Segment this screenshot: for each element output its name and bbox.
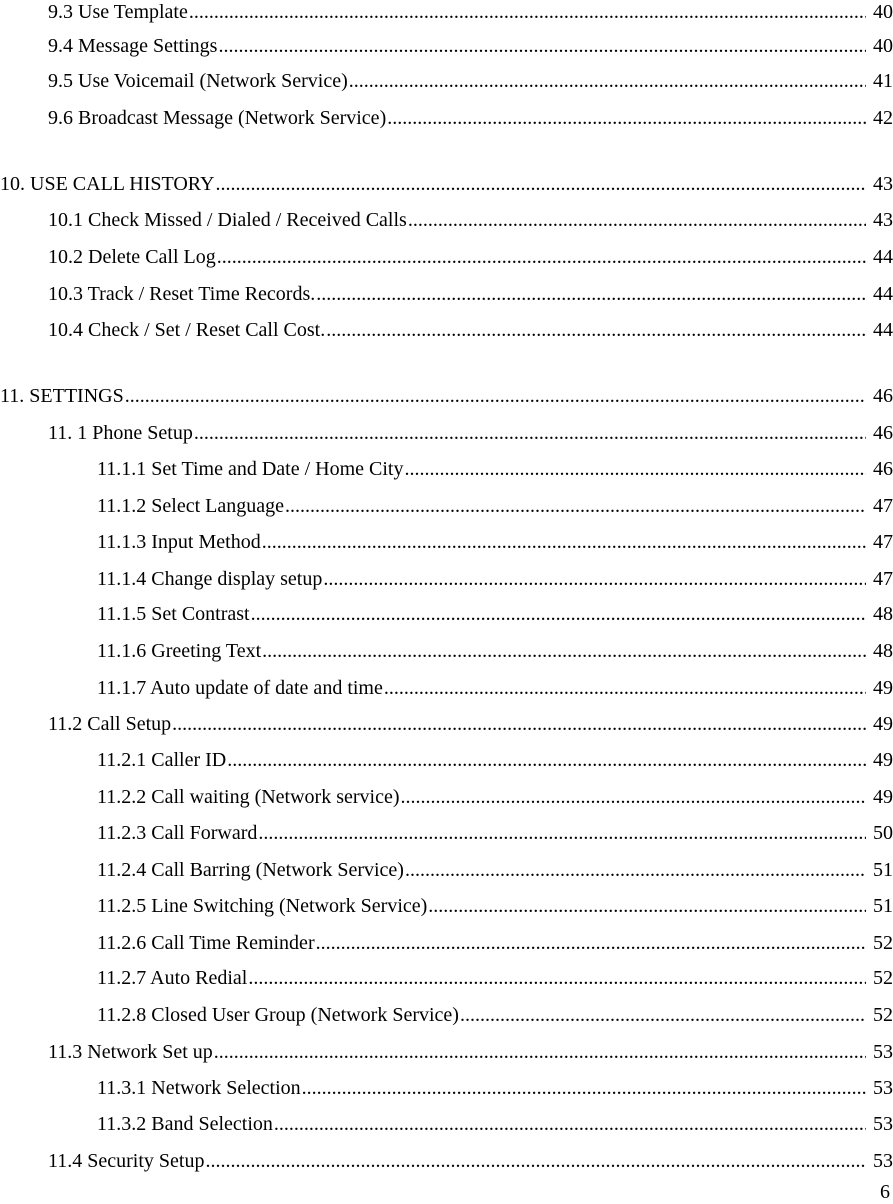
toc-dot-leader xyxy=(251,600,866,628)
toc-entry-title: 11.2.7 Auto Redial xyxy=(97,967,248,989)
toc-entry-page: 47 xyxy=(873,495,893,517)
toc-entry-title: 11.2.2 Call waiting (Network service) xyxy=(97,786,400,808)
toc-dot-leader xyxy=(323,565,866,593)
toc-entry[interactable] xyxy=(0,32,893,60)
toc-entry-title: 11.2.4 Call Barring (Network Service) xyxy=(97,859,404,881)
toc-entry[interactable] xyxy=(0,1038,893,1066)
toc-entry-title: 11. 1 Phone Setup xyxy=(48,422,193,444)
toc-entry-page: 43 xyxy=(873,209,893,231)
toc-entry[interactable] xyxy=(0,1110,893,1138)
toc-dot-leader xyxy=(408,206,866,234)
toc-entry-page: 53 xyxy=(873,1041,893,1063)
toc-dot-leader xyxy=(248,964,866,992)
toc-entry[interactable] xyxy=(0,674,893,702)
toc-dot-leader xyxy=(387,104,866,132)
toc-dot-leader xyxy=(274,1110,866,1138)
toc-entry[interactable] xyxy=(0,565,893,593)
toc-entry[interactable] xyxy=(0,710,893,738)
toc-dot-leader xyxy=(258,819,866,847)
toc-entry-page: 44 xyxy=(873,246,893,268)
toc-dot-leader xyxy=(262,528,866,556)
toc-entry-page: 49 xyxy=(873,677,893,699)
toc-dot-leader xyxy=(205,1147,866,1175)
toc-dot-leader xyxy=(401,783,866,811)
toc-entry-page: 46 xyxy=(873,385,893,407)
toc-entry[interactable] xyxy=(0,1001,893,1029)
toc-dot-leader xyxy=(316,280,866,308)
toc-dot-leader xyxy=(285,492,866,520)
toc-entry[interactable] xyxy=(0,1147,893,1175)
toc-entry[interactable] xyxy=(0,455,893,483)
toc-entry-title: 10.2 Delete Call Log xyxy=(48,246,216,268)
toc-entry-page: 46 xyxy=(873,422,893,444)
toc-dot-leader xyxy=(215,170,866,198)
toc-entry[interactable] xyxy=(0,0,893,26)
toc-entry-title: 10.4 Check / Set / Reset Call Cost. xyxy=(48,319,326,341)
toc-entry-title: 11.2.8 Closed User Group (Network Service) xyxy=(97,1004,459,1026)
toc-entry-page: 49 xyxy=(873,749,893,771)
toc-entry-title: 9.5 Use Voicemail (Network Service) xyxy=(48,70,348,92)
toc-entry[interactable] xyxy=(0,492,893,520)
toc-entry-page: 52 xyxy=(873,1004,893,1026)
toc-entry-title: 11.1.5 Set Contrast xyxy=(97,603,250,625)
toc-entry-title: 11.2 Call Setup xyxy=(48,713,172,735)
toc-dot-leader xyxy=(302,1074,866,1102)
toc-entry-page: 42 xyxy=(873,107,893,129)
toc-entry-page: 41 xyxy=(873,70,893,92)
toc-entry-title: 11.1.4 Change display setup xyxy=(97,568,323,590)
toc-entry-title: 11.3 Network Set up xyxy=(48,1041,213,1063)
toc-entry-title: 11.3.2 Band Selection xyxy=(97,1113,273,1135)
toc-entry-title: 11.2.5 Line Switching (Network Service) xyxy=(97,895,428,917)
toc-entry-page: 50 xyxy=(873,822,893,844)
toc-entry-title: 9.4 Message Settings xyxy=(48,35,218,57)
toc-entry-title: 11.1.1 Set Time and Date / Home City xyxy=(97,458,404,480)
toc-entry-page: 40 xyxy=(873,35,893,57)
toc-entry[interactable] xyxy=(0,783,893,811)
toc-dot-leader xyxy=(125,382,866,410)
toc-entry[interactable] xyxy=(0,206,893,234)
toc-entry[interactable] xyxy=(0,528,893,556)
toc-entry[interactable] xyxy=(0,746,893,774)
toc-entry[interactable] xyxy=(0,819,893,847)
toc-entry-page: 44 xyxy=(873,283,893,305)
toc-dot-leader xyxy=(460,1001,866,1029)
toc-entry-page: 47 xyxy=(873,531,893,553)
toc-entry[interactable] xyxy=(0,67,893,95)
toc-entry-title: 11.2.1 Caller ID xyxy=(97,749,227,771)
toc-dot-leader xyxy=(194,419,866,447)
toc-dot-leader xyxy=(428,892,866,920)
toc-entry[interactable] xyxy=(0,243,893,271)
toc-entry-page: 49 xyxy=(873,713,893,735)
toc-entry[interactable] xyxy=(0,964,893,992)
toc-entry[interactable] xyxy=(0,856,893,884)
toc-entry-page: 51 xyxy=(873,895,893,917)
toc-entry-page: 43 xyxy=(873,173,893,195)
toc-entry[interactable] xyxy=(0,382,893,410)
toc-dot-leader xyxy=(214,1038,866,1066)
toc-entry[interactable] xyxy=(0,419,893,447)
toc-entry-title: 11.1.7 Auto update of date and time xyxy=(97,677,383,699)
toc-dot-leader xyxy=(227,746,866,774)
toc-entry-title: 11.2.3 Call Forward xyxy=(97,822,258,844)
toc-entry-page: 47 xyxy=(873,568,893,590)
toc-dot-leader xyxy=(262,637,866,665)
toc-entry-page: 53 xyxy=(873,1077,893,1099)
toc-entry-page: 40 xyxy=(873,1,893,23)
toc-entry[interactable] xyxy=(0,104,893,132)
toc-entry-title: 11.2.6 Call Time Reminder xyxy=(97,932,315,954)
toc-entry-page: 46 xyxy=(873,458,893,480)
toc-entry-title: 11.4 Security Setup xyxy=(48,1150,205,1172)
toc-entry[interactable] xyxy=(0,600,893,628)
toc-entry-page: 52 xyxy=(873,932,893,954)
toc-dot-leader xyxy=(172,710,866,738)
toc-entry-page: 51 xyxy=(873,859,893,881)
toc-dot-leader xyxy=(217,243,866,271)
toc-entry[interactable] xyxy=(0,1074,893,1102)
toc-entry-title: 10.1 Check Missed / Dialed / Received Calls xyxy=(48,209,407,231)
toc-entry-title: 9.6 Broadcast Message (Network Service) xyxy=(48,107,387,129)
toc-dot-leader xyxy=(405,856,866,884)
toc-entry-page: 53 xyxy=(873,1150,893,1172)
toc-entry[interactable] xyxy=(0,170,893,198)
toc-entry-title: 9.3 Use Template xyxy=(48,1,188,23)
toc-entry-page: 49 xyxy=(873,786,893,808)
toc-entry[interactable] xyxy=(0,892,893,920)
toc-dot-leader xyxy=(316,929,866,957)
toc-entry[interactable] xyxy=(0,316,893,344)
toc-entry[interactable] xyxy=(0,929,893,957)
toc-entry-title: 11.3.1 Network Selection xyxy=(97,1077,301,1099)
toc-entry-title: 11.1.6 Greeting Text xyxy=(97,640,262,662)
toc-entry-page: 44 xyxy=(873,319,893,341)
toc-entry-title: 11.1.3 Input Method xyxy=(97,531,261,553)
toc-entry[interactable] xyxy=(0,280,893,308)
toc-dot-leader xyxy=(404,455,866,483)
toc-entry-page: 48 xyxy=(873,640,893,662)
toc-entry-title: 11. SETTINGS xyxy=(0,385,124,407)
toc-entry[interactable] xyxy=(0,637,893,665)
toc-entry-title: 10. USE CALL HISTORY xyxy=(0,173,215,195)
toc-entry-title: 11.1.2 Select Language xyxy=(97,495,284,517)
toc-entry-page: 52 xyxy=(873,967,893,989)
toc-dot-leader xyxy=(218,32,866,60)
toc-dot-leader xyxy=(326,316,866,344)
toc-entry-page: 48 xyxy=(873,603,893,625)
toc-dot-leader xyxy=(189,0,866,26)
toc-entry-title: 10.3 Track / Reset Time Records. xyxy=(48,283,316,305)
page-number: 6 xyxy=(880,1181,890,1203)
toc-dot-leader xyxy=(349,67,866,95)
toc-entry-page: 53 xyxy=(873,1113,893,1135)
toc-dot-leader xyxy=(384,674,866,702)
